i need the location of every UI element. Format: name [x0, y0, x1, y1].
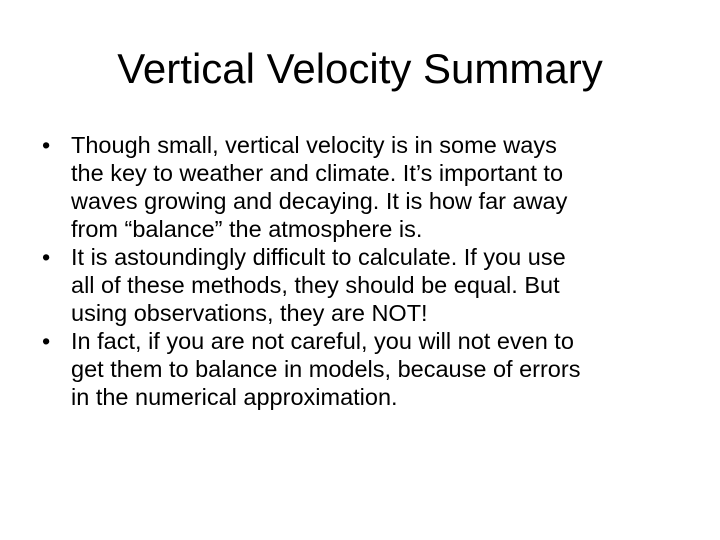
slide-title: Vertical Velocity Summary — [117, 45, 603, 92]
bullet-item — [42, 327, 692, 411]
bullet-line: using observations, they are NOT! — [71, 300, 428, 326]
bullet-icon: • — [42, 132, 51, 158]
bullet-line: all of these methods, they should be equal. But — [71, 272, 560, 298]
bullet-line: In fact, if you are not careful, you will not even to — [71, 328, 574, 354]
bullet-item — [42, 243, 692, 327]
bullet-list — [42, 131, 692, 411]
bullet-icon: • — [42, 328, 51, 354]
bullet-icon: • — [42, 244, 51, 270]
bullet-line: Though small, vertical velocity is in some ways — [71, 132, 557, 158]
bullet-line: It is astoundingly difficult to calculate. If you use — [71, 244, 566, 270]
bullet-line: from “balance” the atmosphere is. — [71, 216, 423, 242]
bullet-line: the key to weather and climate. It’s important to — [71, 160, 564, 186]
bullet-line: in the numerical approximation. — [71, 384, 398, 410]
bullet-item — [42, 131, 692, 243]
bullet-line: waves growing and decaying. It is how far away — [71, 188, 568, 214]
bullet-line: get them to balance in models, because of errors — [71, 356, 581, 382]
